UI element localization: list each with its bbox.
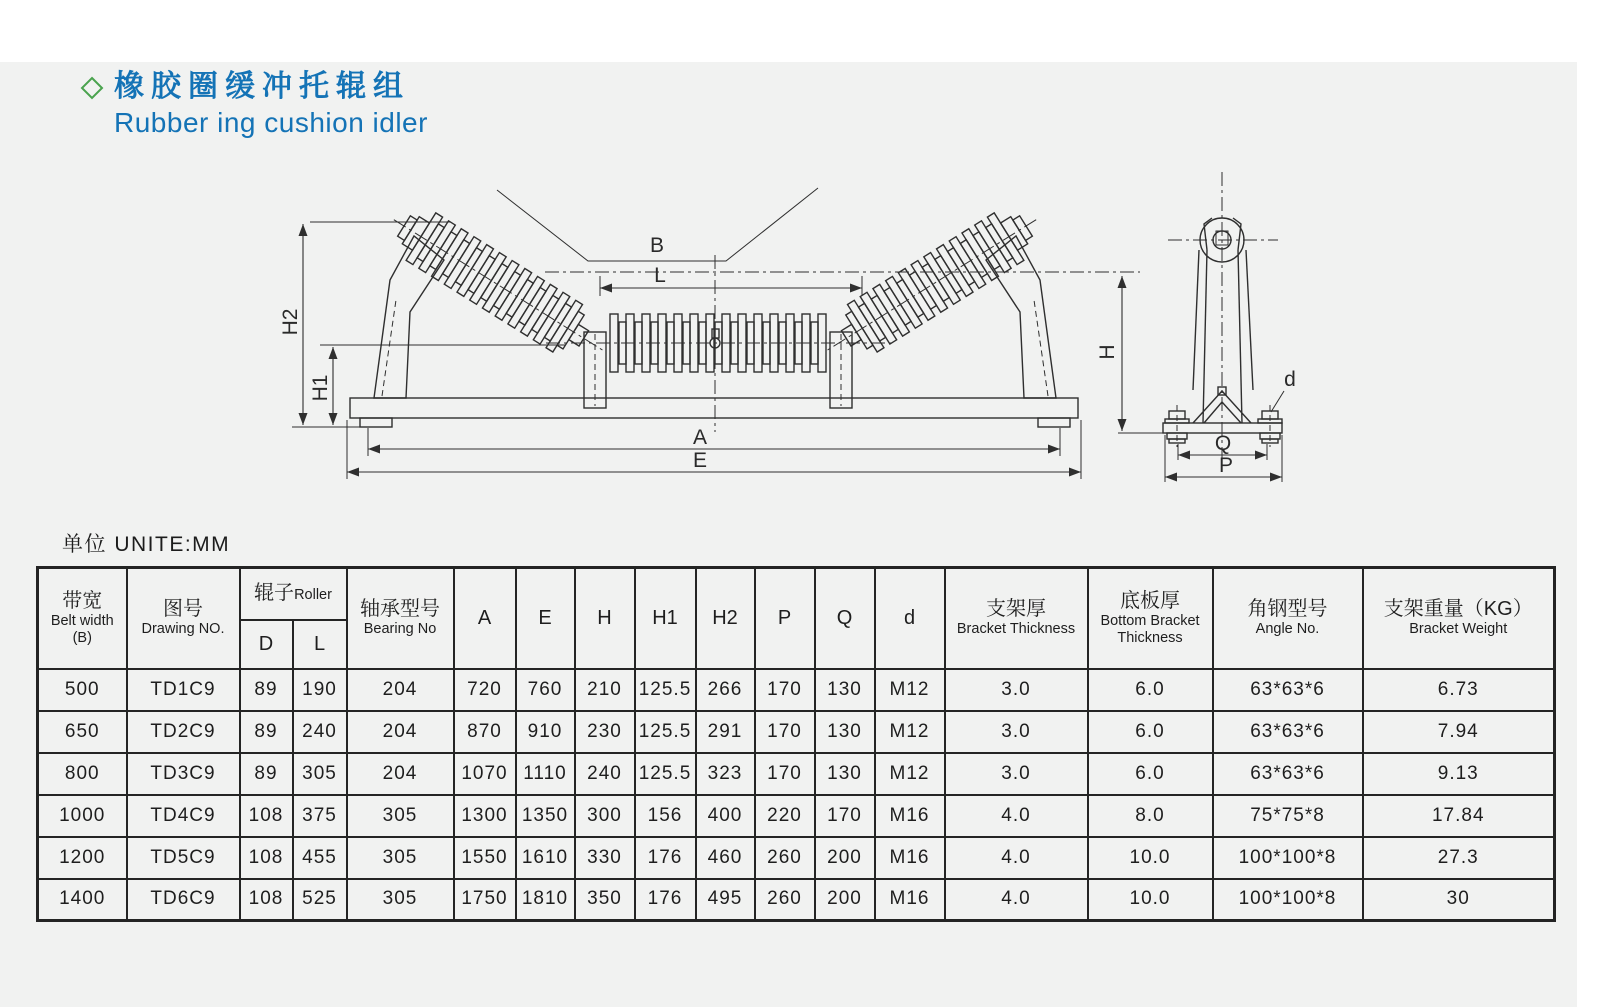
cell: 125.5 — [635, 669, 696, 711]
cell: M12 — [875, 669, 945, 711]
cell: 125.5 — [635, 711, 696, 753]
cell: 305 — [347, 837, 454, 879]
cell: 17.84 — [1363, 795, 1555, 837]
dim-label-h2: H2 — [279, 308, 302, 336]
cell: 170 — [755, 669, 815, 711]
cell: 1350 — [516, 795, 575, 837]
cell: M12 — [875, 711, 945, 753]
cell: 204 — [347, 753, 454, 795]
base-frame — [350, 398, 1078, 418]
cell: TD4C9 — [127, 795, 240, 837]
cell: M12 — [875, 753, 945, 795]
cell: 720 — [454, 669, 516, 711]
cell: 260 — [755, 879, 815, 921]
cell: 170 — [815, 795, 875, 837]
dim-label-h1: H1 — [309, 374, 332, 402]
dim-label-p: P — [1218, 454, 1234, 477]
unit-label: 单位 UNITE:MM — [62, 533, 231, 556]
cell: 240 — [293, 711, 347, 753]
cell: 4.0 — [945, 837, 1088, 879]
cell: 1550 — [454, 837, 516, 879]
cell: 300 — [575, 795, 635, 837]
cell: TD6C9 — [127, 879, 240, 921]
table-row — [38, 753, 1555, 795]
cell: 1110 — [516, 753, 575, 795]
right-roller — [812, 196, 1051, 374]
cell: 130 — [815, 711, 875, 753]
cell: 266 — [696, 669, 755, 711]
cell: 1070 — [454, 753, 516, 795]
cell: 6.73 — [1363, 669, 1555, 711]
cell: 870 — [454, 711, 516, 753]
cell: 305 — [347, 879, 454, 921]
dim-label-l: L — [654, 264, 666, 287]
dim-label-d: d — [1284, 368, 1296, 391]
cell: 130 — [815, 753, 875, 795]
cell: 176 — [635, 837, 696, 879]
cell: 650 — [38, 711, 127, 753]
col-header-bearing: 轴承型号 Bearing No — [347, 568, 454, 669]
cell: 100*100*8 — [1213, 837, 1363, 879]
cell: TD3C9 — [127, 753, 240, 795]
cell: 89 — [240, 711, 293, 753]
cell: 760 — [516, 669, 575, 711]
cell: 100*100*8 — [1213, 879, 1363, 921]
cell: 4.0 — [945, 879, 1088, 921]
cell: 330 — [575, 837, 635, 879]
cell: 1000 — [38, 795, 127, 837]
dim-label-b: B — [649, 234, 665, 257]
cell: 3.0 — [945, 711, 1088, 753]
cell: 305 — [347, 795, 454, 837]
cell: 3.0 — [945, 753, 1088, 795]
cell: TD1C9 — [127, 669, 240, 711]
spec-table — [36, 566, 1556, 922]
cell: 170 — [755, 711, 815, 753]
cell: 1300 — [454, 795, 516, 837]
col-header-h2: H2 — [696, 568, 755, 669]
cell: 260 — [755, 837, 815, 879]
cell: TD5C9 — [127, 837, 240, 879]
cell: 190 — [293, 669, 347, 711]
dim-label-q: Q — [1214, 432, 1232, 455]
cell: 125.5 — [635, 753, 696, 795]
cell: 8.0 — [1088, 795, 1213, 837]
cell: M16 — [875, 837, 945, 879]
cell: 800 — [38, 753, 127, 795]
cell: 63*63*6 — [1213, 711, 1363, 753]
cell: 63*63*6 — [1213, 669, 1363, 711]
cell: M16 — [875, 795, 945, 837]
dim-label-e: E — [692, 449, 708, 472]
col-header-e: E — [516, 568, 575, 669]
cell: 220 — [755, 795, 815, 837]
col-header-h: H — [575, 568, 635, 669]
cell: 460 — [696, 837, 755, 879]
cell: 89 — [240, 753, 293, 795]
cell: 108 — [240, 879, 293, 921]
col-header-angle: 角钢型号 Angle No. — [1213, 568, 1363, 669]
col-header-roller: 辊子Roller — [240, 568, 347, 620]
cell: 200 — [815, 837, 875, 879]
table-row — [38, 879, 1555, 921]
cell: 75*75*8 — [1213, 795, 1363, 837]
cell: 525 — [293, 879, 347, 921]
cell: 6.0 — [1088, 669, 1213, 711]
page-title-zh: 橡胶圈缓冲托辊组 — [114, 70, 410, 103]
cell: 204 — [347, 711, 454, 753]
cell: 210 — [575, 669, 635, 711]
cell: 130 — [815, 669, 875, 711]
cell: TD2C9 — [127, 711, 240, 753]
table-row — [38, 711, 1555, 753]
cell: 1750 — [454, 879, 516, 921]
cell: 10.0 — [1088, 879, 1213, 921]
cell: 3.0 — [945, 669, 1088, 711]
cell: 10.0 — [1088, 837, 1213, 879]
cell: M16 — [875, 879, 945, 921]
cell: 400 — [696, 795, 755, 837]
col-header-p: P — [755, 568, 815, 669]
anchor-bolt-left — [1165, 405, 1189, 447]
cell: 108 — [240, 837, 293, 879]
cell: 9.13 — [1363, 753, 1555, 795]
cell: 170 — [755, 753, 815, 795]
col-header-d: d — [875, 568, 945, 669]
cell: 1810 — [516, 879, 575, 921]
cell: 176 — [635, 879, 696, 921]
table-row — [38, 837, 1555, 879]
diamond-icon — [80, 76, 104, 100]
col-header-q: Q — [815, 568, 875, 669]
center-roller — [546, 314, 896, 372]
cell: 350 — [575, 879, 635, 921]
cell: 1400 — [38, 879, 127, 921]
page-title-en: Rubber ing cushion idler — [114, 107, 428, 138]
cell: 156 — [635, 795, 696, 837]
col-header-a: A — [454, 568, 516, 669]
cell: 500 — [38, 669, 127, 711]
cell: 455 — [293, 837, 347, 879]
cell: 89 — [240, 669, 293, 711]
cell: 204 — [347, 669, 454, 711]
cell: 375 — [293, 795, 347, 837]
dim-label-h: H — [1096, 344, 1119, 360]
cell: 910 — [516, 711, 575, 753]
col-header-bracket-thickness: 支架厚 Bracket Thickness — [945, 568, 1088, 669]
left-roller — [379, 196, 618, 374]
col-header-roller-l: L — [293, 620, 347, 669]
cell: 6.0 — [1088, 753, 1213, 795]
cell: 305 — [293, 753, 347, 795]
cell: 6.0 — [1088, 711, 1213, 753]
cell: 1200 — [38, 837, 127, 879]
cell: 200 — [815, 879, 875, 921]
cell: 240 — [575, 753, 635, 795]
col-header-roller-d: D — [240, 620, 293, 669]
cell: 63*63*6 — [1213, 753, 1363, 795]
col-header-weight: 支架重量（KG） Bracket Weight — [1363, 568, 1555, 669]
cell: 495 — [696, 879, 755, 921]
dim-label-a: A — [692, 426, 708, 449]
cell: 27.3 — [1363, 837, 1555, 879]
col-header-h1: H1 — [635, 568, 696, 669]
col-header-bottom-bracket: 底板厚 Bottom Bracket Thickness — [1088, 568, 1213, 669]
table-row — [38, 795, 1555, 837]
cell: 291 — [696, 711, 755, 753]
col-header-drawing-no: 图号 Drawing NO. — [127, 568, 240, 669]
cell: 108 — [240, 795, 293, 837]
cell: 7.94 — [1363, 711, 1555, 753]
col-header-belt-width: 带宽 Belt width (B) — [38, 568, 127, 669]
cell: 30 — [1363, 879, 1555, 921]
cell: 230 — [575, 711, 635, 753]
anchor-bolt-right — [1258, 405, 1282, 447]
cell: 4.0 — [945, 795, 1088, 837]
cell: 1610 — [516, 837, 575, 879]
cell: 323 — [696, 753, 755, 795]
side-view — [1096, 172, 1296, 482]
title-block — [80, 70, 428, 139]
front-view — [279, 188, 1140, 479]
table-row — [38, 669, 1555, 711]
